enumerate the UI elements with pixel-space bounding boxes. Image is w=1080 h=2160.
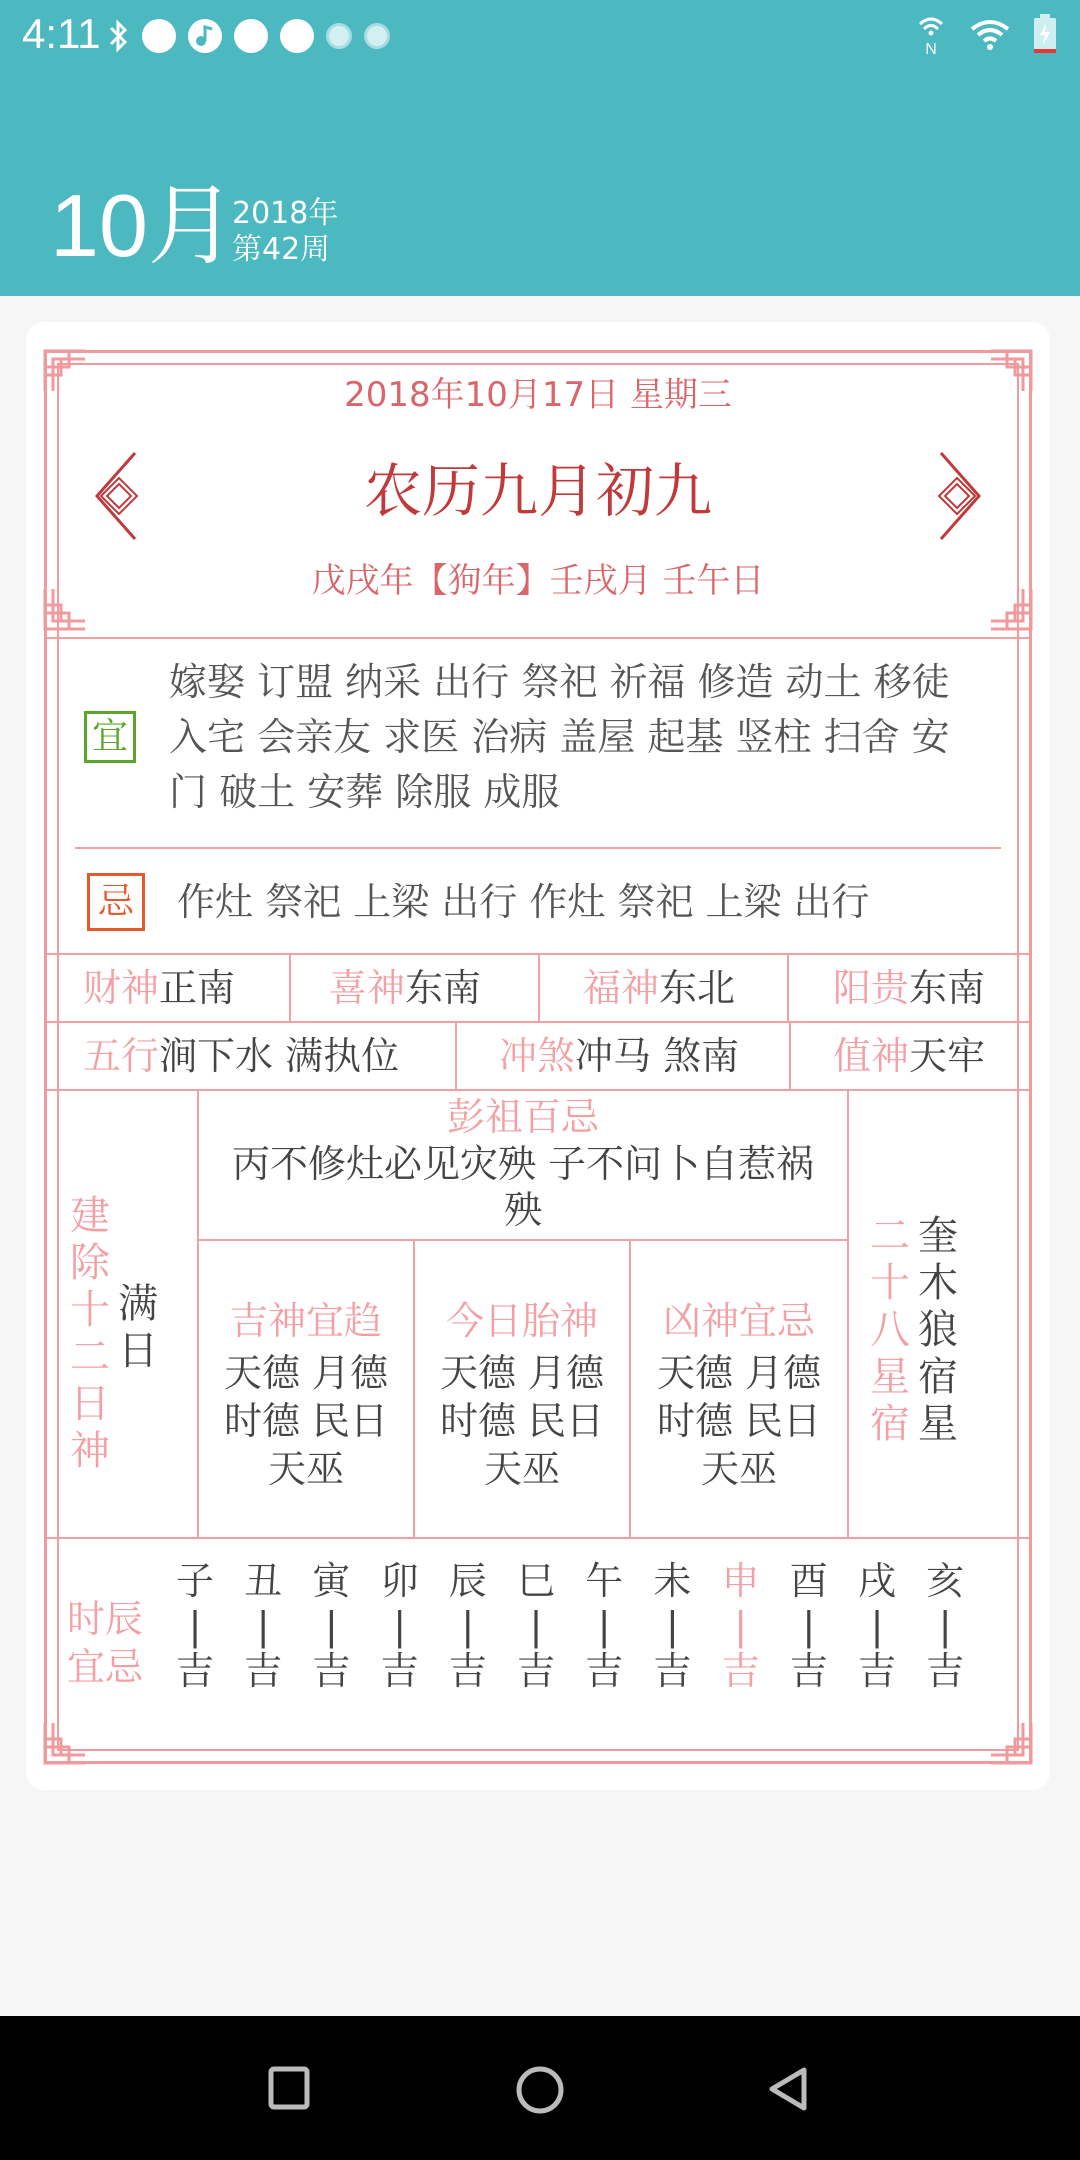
app-header xyxy=(0,0,1080,296)
god-cell-xiongshen xyxy=(631,1293,847,1493)
info-label: 冲煞 xyxy=(499,1034,576,1078)
info-label: 财神 xyxy=(83,966,160,1010)
hour-column xyxy=(506,1559,566,1694)
pengzu-line: 丙不修灶必见灾殃 子不问卜自惹祸 xyxy=(231,1142,815,1186)
jianchu-value-char: 满 xyxy=(118,1281,158,1327)
week-label: 第42周 xyxy=(232,232,331,267)
ji-badge: 忌 xyxy=(87,873,145,931)
yi-line: 嫁娶 订盟 纳采 出行 祭祀 祈福 修造 动土 移徒 xyxy=(169,660,950,704)
god-cell-body xyxy=(199,1349,413,1493)
god-line: 天德 月德 xyxy=(439,1351,605,1395)
info-value: 天牢 xyxy=(909,1034,986,1078)
xiu-label-char: 二 xyxy=(870,1213,910,1259)
notification-dot-icon xyxy=(280,19,314,53)
xiu-value-char: 宿 xyxy=(918,1354,958,1400)
god-cell-jishen xyxy=(199,1293,413,1493)
hour-column xyxy=(370,1559,430,1694)
xiu-label-char: 星 xyxy=(870,1354,910,1400)
notification-dot-icon xyxy=(364,23,390,49)
hour-sep: | xyxy=(597,1604,611,1648)
god-line: 时德 民日 xyxy=(656,1399,822,1443)
xiu-value-char: 星 xyxy=(918,1401,958,1447)
divider xyxy=(47,637,1029,639)
hours-label-line: 时辰 xyxy=(67,1597,144,1641)
jianchu-label-char: 神 xyxy=(70,1428,110,1474)
jianchu-value xyxy=(113,1281,163,1375)
info-cell-xishen xyxy=(329,956,481,1020)
god-cell-taishen xyxy=(415,1293,629,1493)
xiu-label-char: 八 xyxy=(870,1307,910,1353)
yi-list xyxy=(169,655,999,820)
hour-sep: | xyxy=(256,1604,270,1648)
status-left-icons xyxy=(108,14,390,58)
notification-dot-icon xyxy=(234,19,268,53)
almanac-panel xyxy=(44,350,1032,1764)
info-value: 冲马 煞南 xyxy=(575,1034,740,1078)
hour-column xyxy=(711,1559,771,1694)
ganzhi-date: 戊戌年【狗年】壬戌月 壬午日 xyxy=(311,561,765,601)
hour-sep: | xyxy=(529,1604,543,1648)
wifi-icon xyxy=(970,19,1010,51)
recents-square-icon[interactable] xyxy=(266,2064,312,2112)
month-title: 10月 xyxy=(50,176,236,275)
corner-ornament-icon xyxy=(41,1719,89,1767)
almanac-card xyxy=(26,322,1050,1790)
jianchu-label-char: 建 xyxy=(70,1193,110,1239)
divider xyxy=(197,1239,847,1241)
xiu-value-char: 木 xyxy=(918,1260,958,1306)
xiu-label xyxy=(865,1213,915,1448)
svg-text:N: N xyxy=(925,41,937,56)
hour-sep: | xyxy=(461,1604,475,1648)
hour-luck: 吉 xyxy=(789,1649,828,1693)
nfc-icon xyxy=(914,14,948,56)
info-cell-wuxing xyxy=(83,1024,399,1088)
info-cell-fushen xyxy=(583,956,735,1020)
status-right-icons xyxy=(914,12,1058,58)
hour-branch: 丑 xyxy=(244,1559,283,1603)
jianchu-label-char: 二 xyxy=(70,1334,110,1380)
info-label: 阳贵 xyxy=(833,966,910,1010)
divider xyxy=(47,1021,1029,1023)
hour-luck: 吉 xyxy=(585,1649,624,1693)
divider xyxy=(47,1089,1029,1091)
solar-date: 2018年10月17日 星期三 xyxy=(344,375,732,415)
hour-sep: | xyxy=(393,1604,406,1648)
battery-icon xyxy=(1032,13,1058,57)
hour-luck: 吉 xyxy=(516,1649,555,1693)
info-cell-chongsha xyxy=(499,1024,739,1088)
hour-sep: | xyxy=(665,1604,679,1648)
hour-luck: 吉 xyxy=(721,1649,760,1693)
corner-ornament-icon xyxy=(987,1719,1035,1767)
god-cell-title: 吉神宜趋 xyxy=(229,1299,382,1343)
notification-dot-icon xyxy=(326,23,352,49)
divider xyxy=(787,953,789,1021)
god-line: 天巫 xyxy=(483,1447,560,1491)
divider xyxy=(847,1089,849,1537)
jianchu-label-char: 除 xyxy=(70,1240,110,1286)
hour-luck: 吉 xyxy=(380,1649,419,1693)
hour-branch: 巳 xyxy=(516,1559,555,1603)
hour-luck: 吉 xyxy=(653,1649,692,1693)
hour-luck: 吉 xyxy=(175,1649,214,1693)
god-line: 天德 月德 xyxy=(656,1351,822,1395)
hour-branch: 亥 xyxy=(926,1559,965,1603)
hour-luck: 吉 xyxy=(312,1649,351,1693)
hour-branch: 寅 xyxy=(312,1559,351,1603)
home-circle-icon[interactable] xyxy=(514,2064,566,2116)
navigation-bar xyxy=(0,2016,1080,2160)
info-value: 东南 xyxy=(909,966,986,1010)
god-line: 天巫 xyxy=(267,1447,344,1491)
info-cell-zhishen xyxy=(833,1024,985,1088)
xiu-value xyxy=(913,1213,963,1448)
info-label: 喜神 xyxy=(329,966,406,1010)
hour-sep: | xyxy=(324,1604,338,1648)
status-bar xyxy=(0,0,1080,72)
hour-column xyxy=(301,1559,361,1694)
notification-dot-icon xyxy=(142,19,176,53)
yi-line: 入宅 会亲友 求医 治病 盖屋 起基 竖柱 扫舍 安 xyxy=(169,715,950,759)
yi-badge: 宜 xyxy=(84,711,136,763)
divider xyxy=(75,847,1001,849)
jianchu-label xyxy=(65,1193,115,1475)
hour-branch: 未 xyxy=(653,1559,692,1603)
info-label: 五行 xyxy=(83,1034,160,1078)
hour-column xyxy=(438,1559,498,1694)
hour-branch: 辰 xyxy=(448,1559,487,1603)
hours-label-line: 宜忌 xyxy=(67,1645,144,1689)
divider xyxy=(538,953,540,1021)
hour-column xyxy=(779,1559,839,1694)
hour-branch: 戌 xyxy=(857,1559,896,1603)
xiu-label-char: 十 xyxy=(870,1260,910,1306)
info-label: 值神 xyxy=(833,1034,910,1078)
pengzu-line: 殃 xyxy=(503,1188,542,1232)
god-line: 天巫 xyxy=(700,1447,777,1491)
divider xyxy=(789,1021,791,1089)
lunar-date: 农历九月初九 xyxy=(363,457,712,525)
xiu-value-char: 狼 xyxy=(918,1307,958,1353)
hour-column xyxy=(915,1559,975,1694)
hour-column xyxy=(165,1559,225,1694)
pengzu-title: 彭祖百忌 xyxy=(446,1095,599,1139)
hour-branch: 子 xyxy=(175,1559,214,1603)
xiu-label-char: 宿 xyxy=(870,1401,910,1447)
ji-list: 作灶 祭祀 上梁 出行 作灶 祭祀 上梁 出行 xyxy=(177,880,870,924)
prev-day-arrow-icon[interactable] xyxy=(91,449,141,543)
hour-column xyxy=(847,1559,907,1694)
hour-sep: | xyxy=(734,1604,747,1648)
hour-branch: 卯 xyxy=(380,1559,419,1603)
hour-sep: | xyxy=(802,1604,816,1648)
hour-sep: | xyxy=(188,1604,202,1648)
hour-sep: | xyxy=(870,1604,884,1648)
hour-luck: 吉 xyxy=(448,1649,487,1693)
hour-column xyxy=(233,1559,293,1694)
info-cell-caishen xyxy=(83,956,235,1020)
hour-branch: 申 xyxy=(721,1559,760,1603)
info-value: 涧下水 满执位 xyxy=(159,1034,400,1078)
hour-column xyxy=(642,1559,702,1694)
god-cell-title: 凶神宜忌 xyxy=(662,1299,815,1343)
next-day-arrow-icon[interactable] xyxy=(935,449,985,543)
pengzu-text xyxy=(199,1141,847,1233)
year-week xyxy=(232,196,338,268)
hour-branch: 午 xyxy=(585,1559,624,1603)
info-value: 东北 xyxy=(659,966,736,1010)
bluetooth-icon xyxy=(108,19,130,53)
hour-luck: 吉 xyxy=(926,1649,965,1693)
jianchu-label-char: 日 xyxy=(70,1381,110,1427)
year-label: 2018年 xyxy=(232,196,339,231)
god-cell-title: 今日胎神 xyxy=(445,1299,598,1343)
hour-branch: 酉 xyxy=(789,1559,828,1603)
status-time: 4:11 xyxy=(22,10,101,57)
god-cell-body xyxy=(415,1349,629,1493)
yi-line: 门 破土 安葬 除服 成服 xyxy=(169,770,560,814)
divider xyxy=(289,953,291,1021)
info-value: 正南 xyxy=(159,966,236,1010)
info-label: 福神 xyxy=(583,966,660,1010)
info-cell-yanggui xyxy=(833,956,985,1020)
xiu-value-char: 奎 xyxy=(918,1213,958,1259)
jianchu-value-char: 日 xyxy=(118,1328,158,1374)
hours-label xyxy=(67,1595,143,1691)
god-line: 天德 月德 xyxy=(223,1351,389,1395)
hour-luck: 吉 xyxy=(244,1649,283,1693)
god-line: 时德 民日 xyxy=(439,1399,605,1443)
info-value: 东南 xyxy=(405,966,482,1010)
music-note-icon xyxy=(188,19,222,53)
god-cell-body xyxy=(631,1349,847,1493)
hour-luck: 吉 xyxy=(857,1649,896,1693)
hour-column xyxy=(574,1559,634,1694)
god-line: 时德 民日 xyxy=(223,1399,389,1443)
divider xyxy=(47,1537,1029,1539)
divider xyxy=(455,1021,457,1089)
back-triangle-icon[interactable] xyxy=(764,2064,812,2114)
hour-sep: | xyxy=(938,1604,952,1648)
jianchu-label-char: 十 xyxy=(70,1287,110,1333)
